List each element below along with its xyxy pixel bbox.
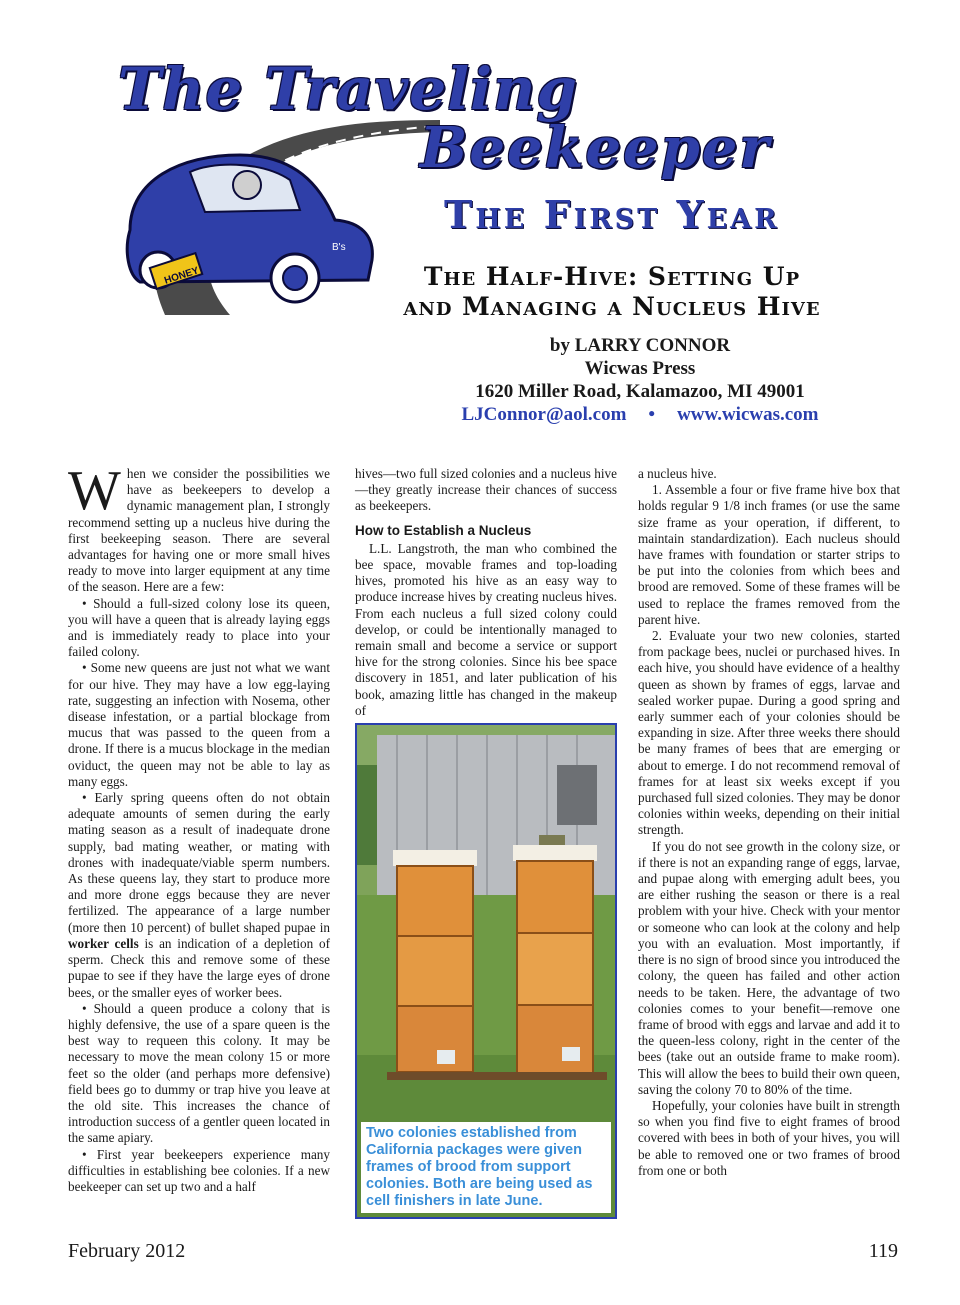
paragraph: • Should a queen produce a colony that is highly defensive, the use of a spare queen is the best way to requeen this colony. It may be necessary to move the mean colony 15 or more feet so the older (and perhaps more defensive) field bees go to dummy or trap hive you leave at the old site. This increases the chance of introduction success of a gentler queen located in the same apiary. (68, 1000, 330, 1146)
contact-line (380, 403, 900, 426)
paragraph: 1. Assemble a four or five frame hive box that holds regular 9 1/8 inch frames (or use the same size frame as your operation, if different, to maintain standardization). Each nucleus should have frames with foundation or starter strips to be put into the colonies from which bees and brood are removed. Some of these frames will be used to replace the frames removed from the parent hive. (638, 482, 900, 627)
address: 1620 Miller Road, Kalamazoo, MI 49001 (475, 381, 805, 402)
article-title (312, 262, 912, 322)
car-sticker-text: B's (332, 242, 346, 253)
author-byline: by LARRY CONNOR (549, 335, 731, 356)
column-2 (355, 466, 617, 1219)
logo-subtitle: Beekeeper (420, 115, 771, 181)
paragraph: hives—two full sized colonies and a nucleus hive—they greatly increase their chances of success as beekeepers. (355, 466, 617, 514)
footer-page-number: 119 (868, 1240, 898, 1262)
column-3 (638, 466, 900, 1179)
plate-text: HONEY (162, 265, 201, 287)
photo-beehives (355, 723, 617, 1219)
byline-block (380, 334, 900, 426)
publisher: Wicwas Press (584, 358, 696, 379)
series-title: The First Year (444, 192, 780, 237)
bullet-separator: • (648, 404, 656, 425)
paragraph: • Some new queens are just not what we want for our hive. They may have a low egg-laying rate, suggesting an infection with Nosema, other disease infestation, or a partial blockage from mucus that was passed to the queen from a drone. If there is a mucus blockage in the median oviduct, the queen may not be able to lay as many eggs. (68, 660, 330, 789)
paragraph: L.L. Langstroth, the man who combined the bee space, movable frames and top-loading hives, promoted his hive as an easy way to produce increase hives by creating nucleus hives. From each nucleus a full sized colony could develop, or could be intentionally managed to remain small and become a service or support hive for the strong colonies. Since his bee space discovery in 1851, and later publication of his book, amazing little has changed in the makeup of (355, 540, 617, 718)
paragraph: • First year beekeepers experience many difficulties in establishing bee colonies. If a new beekeeper can set up two and a half (68, 1146, 330, 1194)
paragraph: • Should a full-sized colony lose its queen, you will have a queen that is already laying eggs and is immediately ready to place into your failed colony. (68, 595, 330, 660)
beehive-left (393, 850, 477, 1072)
paragraph: • Early spring queens often do not obtain adequate amounts of semen during the early mating season as a result of inadequate drone supply, bad mating weather, or mating with drones with inadequate/viable sperm numbers. As these queens lay, they start to produce more and more drone eggs because they are never fertilized. The appearance of a large number (more then 10 percent) of bullet shaped pupae in worker cells is an indication of a depletion of sperm. Check this and remove some of these pupae to see if they have the large eyes of drone bees, or the smaller eyes of worker bees. (68, 790, 330, 1000)
beehive-right (513, 835, 597, 1073)
paragraph: Hopefully, your colonies have built in strength so when you find five to eight frames of brood covered with bees in both of your hives, you will be able to removed one or two frames of brood from one or both (638, 1097, 900, 1178)
paragraph: a nucleus hive. (638, 466, 717, 481)
footer-issue-date: February 2012 (68, 1240, 186, 1262)
section-heading: How to Establish a Nucleus (355, 522, 532, 538)
photo-caption: Two colonies established from California packages were given frames of brood from support colonies. Both are being used as cell finishers in late June. (361, 1122, 611, 1213)
paragraph: If you do not see growth in the colony size, or if there is not an expanding range of eggs, larvae, and pupae along with emerging adult bees, you are either rushing the season or there is a real problem with your hive. Check with your mentor or someone who can look at the colony and help you with an evaluation. Most importantly, if there is no sign of brood since you introduced the colony, the queen has failed and other action needs to be taken. Here, the advantage of two colonies comes to your benefit—remove one frame of brood with eggs and larvae and add it to the queen-less colony, right in the center of the bees (take out an outside frame to make room). This will allow the bees to build their own queen, saving the colony 70 to 80% of the time. (638, 838, 900, 1097)
website-link[interactable]: www.wicwas.com (677, 404, 819, 425)
drop-cap: W (68, 460, 121, 522)
article-title-line-2: and Managing a Nucleus Hive (403, 292, 821, 321)
email-link[interactable]: LJConnor@aol.com (461, 404, 627, 425)
article-title-line-1: The Half-Hive: Setting Up (423, 262, 801, 291)
paragraph-intro: When we consider the possibilities we have as beekeepers to develop a dynamic management plan, I strongly recommend setting up a nucleus hive during the first beekeeping season. There are several advantages for having one or more small hives ready to move into larger equipment at any time of the season. Here are a few: (68, 460, 330, 595)
column-1 (68, 460, 330, 1195)
paragraph: 2. Evaluate your two new colonies, started from package bees, nuclei or purchased hives. In each hive, you should have evidence of a healthy queen as shown by frames of eggs, larvae and sealed worker pupae. During a good spring and early summer each of your colonies should be expanding in size. After three weeks there should be many frames of bees that are emerging or about to emerge. I do not recommend removal of frames for at least six weeks except if you purchased full sized colonies. They may be donor colonies within weeks, depending on their initial strength. (638, 628, 900, 838)
logo-title: The Traveling (118, 55, 578, 123)
bold-term: worker cells (68, 935, 139, 951)
